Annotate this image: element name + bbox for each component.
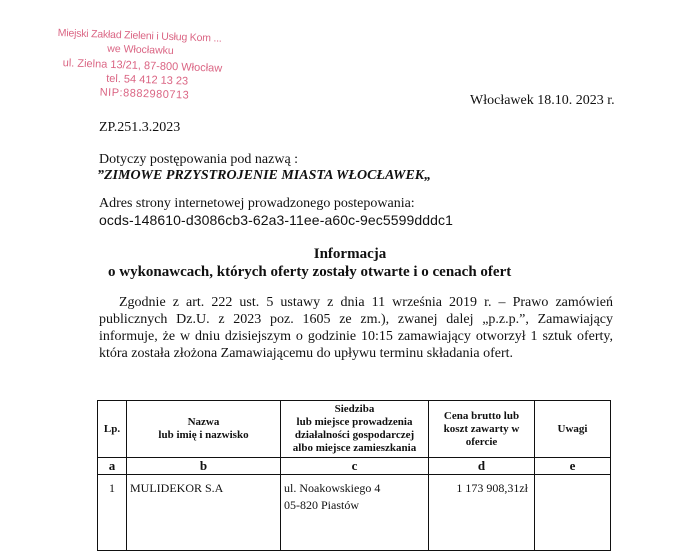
- cell-address-street: ul. Noakowskiego 4: [284, 481, 381, 495]
- letter-cell: c: [281, 458, 429, 475]
- header-seat-line: Siedziba: [334, 403, 375, 415]
- table-row: [98, 475, 611, 551]
- header-seat: [281, 401, 429, 458]
- subject-title: ”ZIMOWE PRZYSTROJENIE MIASTA WŁOCŁAWEK„: [97, 168, 432, 183]
- header-seat-line: działalności gospodarczej: [294, 429, 415, 441]
- letter-cell: e: [535, 458, 611, 475]
- letter-cell: b: [127, 458, 281, 475]
- place-and-date: Włocławek 18.10. 2023 r.: [470, 93, 615, 108]
- cell-name: MULIDEKOR S.A: [127, 475, 281, 551]
- header-seat-line: albo miejsce zamieszkania: [292, 442, 417, 454]
- heading-title: Informacja: [313, 246, 387, 262]
- letter-cell: d: [429, 458, 535, 475]
- header-name: [127, 401, 281, 458]
- table-header-row: [98, 401, 611, 458]
- stamp-line-name: Miejski Zakład Zieleni i Usług Kom ...: [57, 26, 222, 45]
- address-value: ocds-148610-d3086cb3-62a3-11ee-a60c-9ec5599dddc1: [99, 212, 454, 228]
- header-name-line: Nazwa: [187, 416, 220, 428]
- cell-price: 1 173 908,31zł: [429, 475, 535, 551]
- body-paragraph: [99, 294, 613, 362]
- header-seat-line: lub miejsce prowadzenia: [296, 416, 413, 428]
- stamp-line-phone: tel. 54 412 13 23: [105, 72, 189, 88]
- stamp-line-nip: NIP:8882980713: [99, 86, 190, 102]
- header-price-line: Cena brutto lub: [443, 409, 520, 422]
- header-price-line: ofercie: [465, 435, 498, 448]
- table-letter-row: [98, 458, 611, 475]
- cell-lp: 1: [98, 475, 127, 551]
- body-text: Zgodnie z art. 222 ust. 5 ustawy z dnia 11 września 2019 r. – Prawo zamówień publicznych Dz.U. z 2023 poz. 1605 ze zm.), zwanej dalej „p.z.p.”, Zamawiający informuje, że w dniu dzisiejszym o godzinie 10:15 zamawiający otworzył 1 sztuk oferty, która została złożona Zamawiającemu do upływu terminu składania ofert.: [99, 295, 613, 361]
- stamp-line-city: we Włocławku: [107, 42, 174, 58]
- header-price-line: koszt zawarty w: [443, 422, 520, 435]
- heading-subtitle: o wykonawcach, których oferty zostały otwarte i o cenach ofert: [108, 264, 512, 280]
- address-label: Adres strony internetowej prowadzonego postepowania:: [99, 196, 415, 211]
- cell-notes: [535, 475, 611, 551]
- header-notes: Uwagi: [535, 401, 611, 458]
- header-name-line: lub imię i nazwisko: [158, 429, 249, 441]
- header-lp: Lp.: [98, 401, 127, 458]
- subject-intro: Dotyczy postępowania pod nazwą :: [99, 152, 299, 167]
- stamp-line-street: ul. Zielna 13/21, 87-800 Włocław: [62, 57, 223, 75]
- header-price: [429, 401, 535, 458]
- company-stamp: [55, 26, 237, 104]
- letter-cell: a: [98, 458, 127, 475]
- cell-address-city: 05-820 Piastów: [284, 498, 359, 512]
- cell-address: [281, 475, 429, 551]
- offers-table: [97, 400, 611, 551]
- reference-number: ZP.251.3.2023: [99, 120, 181, 135]
